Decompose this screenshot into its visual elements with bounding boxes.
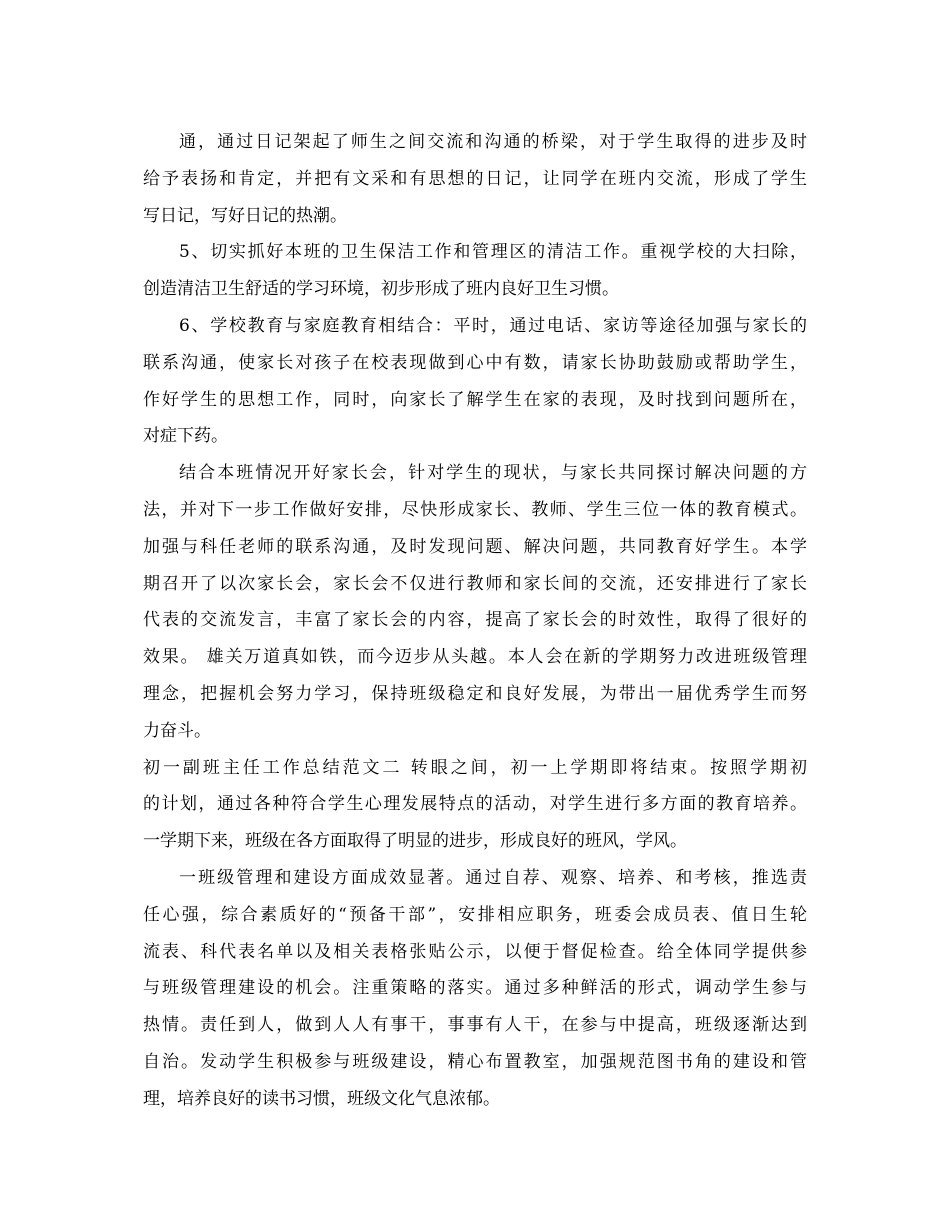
text-line: 理念，把握机会努力学习，保持班级稳定和良好发展，为带出一届优秀学生而努	[143, 683, 807, 704]
text-line: 5、切实抓好本班的卫生保洁工作和管理区的清洁工作。重视学校的大扫除，	[179, 242, 807, 263]
text-line: 给予表扬和肯定，并把有文采和有思想的日记，让同学在班内交流，形成了学生	[143, 168, 807, 189]
text-line: 自治。发动学生积极参与班级建设，精心布置教室，加强规范图书角的建设和管	[143, 1051, 807, 1072]
text-line: 的计划，通过各种符合学生心理发展特点的活动，对学生进行多方面的教育培养。	[143, 794, 807, 815]
text-line: 代表的交流发言，丰富了家长会的内容，提高了家长会的时效性，取得了很好的	[143, 610, 807, 631]
text-line: 法，并对下一步工作做好安排，尽快形成家长、教师、学生三位一体的教育模式。	[143, 499, 807, 520]
text-line: 任心强，综合素质好的“预备干部”，安排相应职务，班委会成员表、值日生轮	[143, 904, 807, 925]
text-line: 期召开了以次家长会，家长会不仅进行教师和家长间的交流，还安排进行了家长	[143, 573, 807, 594]
document-body	[143, 124, 807, 1118]
text-line: 一学期下来，班级在各方面取得了明显的进步，形成良好的班风，学风。	[143, 831, 687, 852]
text-line: 结合本班情况开好家长会，针对学生的现状，与家长共同探讨解决问题的方	[179, 463, 807, 484]
text-line: 通，通过日记架起了师生之间交流和沟通的桥梁，对于学生取得的进步及时	[179, 132, 807, 152]
text-line: 力奋斗。	[143, 720, 211, 741]
text-line: 效果。 雄关万道真如铁，而今迈步从头越。本人会在新的学期努力改进班级管理	[143, 647, 807, 668]
text-line: 加强与科任老师的联系沟通，及时发现问题、解决问题，共同教育好学生。本学	[143, 536, 807, 557]
text-line: 与班级管理建设的机会。注重策略的落实。通过多种鲜活的形式，调动学生参与	[143, 978, 807, 999]
text-line: 作好学生的思想工作，同时，向家长了解学生在家的表现，及时找到问题所在，	[143, 389, 807, 410]
text-line: 写日记，写好日记的热潮。	[143, 205, 347, 226]
text-line: 创造清洁卫生舒适的学习环境，初步形成了班内良好卫生习惯。	[143, 279, 619, 300]
text-line: 热情。责任到人，做到人人有事干，事事有人干，在参与中提高，班级逐渐达到	[143, 1015, 807, 1036]
text-line: 初一副班主任工作总结范文二 转眼之间，初一上学期即将结束。按照学期初	[143, 757, 807, 778]
text-line: 一班级管理和建设方面成效显著。通过自荐、观察、培养、和考核，推选责	[179, 867, 807, 888]
text-line: 理，培养良好的读书习惯，班级文化气息浓郁。	[143, 1088, 500, 1109]
text-line: 流表、科代表名单以及相关表格张贴公示，以便于督促检查。给全体同学提供参	[143, 941, 807, 962]
text-line: 对症下药。	[143, 426, 228, 447]
text-line: 联系沟通，使家长对孩子在校表现做到心中有数，请家长协助鼓励或帮助学生，	[143, 352, 807, 373]
text-line: 6、学校教育与家庭教育相结合：平时，通过电话、家访等途径加强与家长的	[179, 315, 807, 336]
